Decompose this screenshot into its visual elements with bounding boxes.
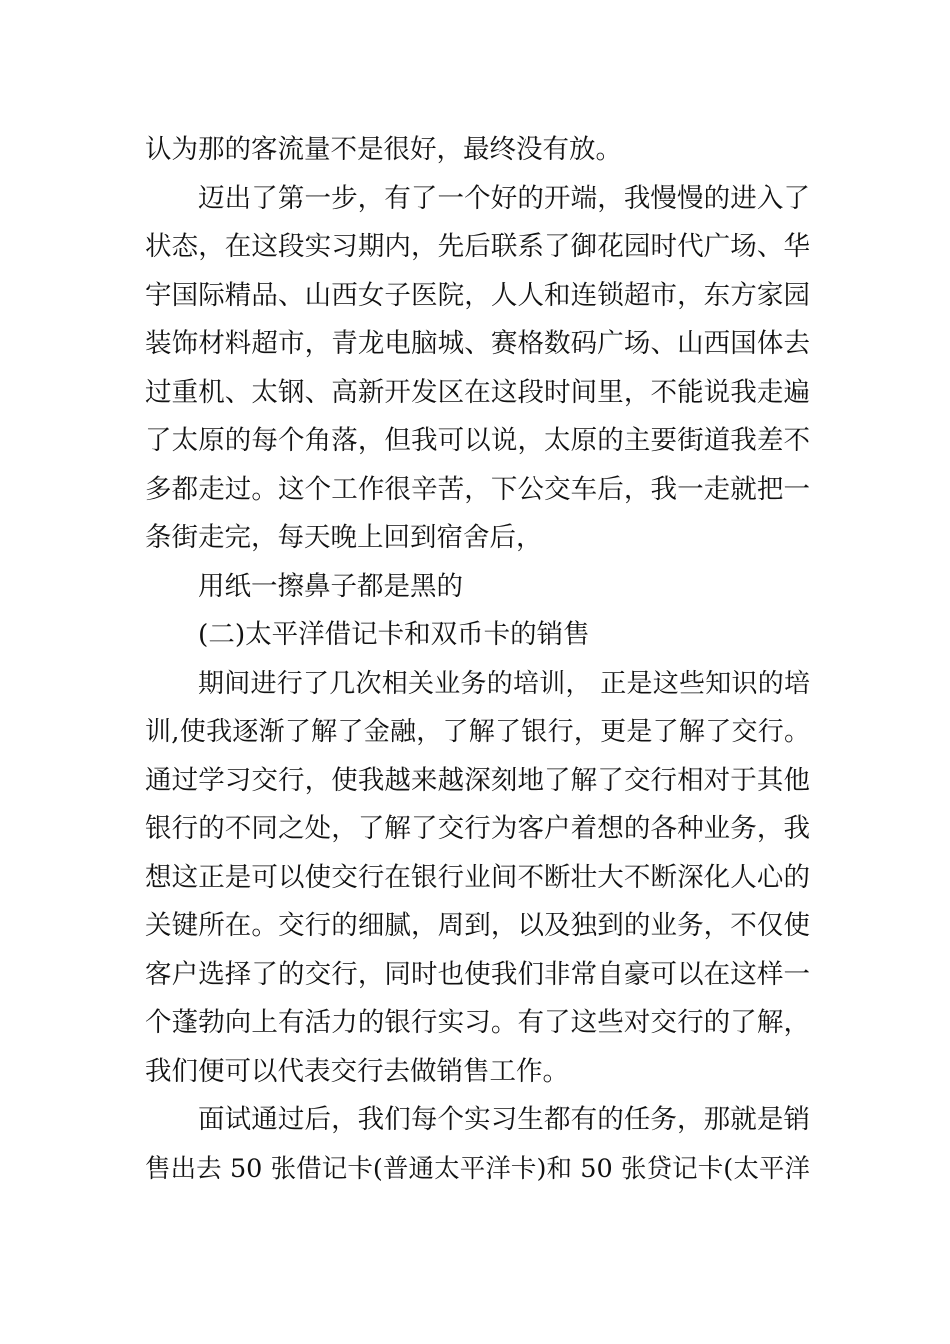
text-line: 过重机、太钢、高新开发区在这段时间里，不能说我走遍 bbox=[145, 376, 810, 408]
text-line: 期间进行了几次相关业务的培训， 正是这些知识的培 bbox=[198, 668, 810, 699]
text-line: 个蓬勃向上有活力的银行实习。有了这些对交行的了解， bbox=[145, 1007, 810, 1038]
text-line: 通过学习交行，使我越来越深刻地了解了交行相对于其他 bbox=[145, 764, 810, 796]
text-line: 我们便可以代表交行去做销售工作。 bbox=[145, 1055, 569, 1087]
text-line: 训,使我逐渐了解了金融，了解了银行，更是了解了交行。 bbox=[145, 717, 810, 747]
text-line: 用纸一擦鼻子都是黑的 bbox=[198, 570, 463, 602]
text-line: 宇国际精品、山西女子医院，人人和连锁超市，东方家园 bbox=[145, 279, 810, 311]
text-line: 想这正是可以使交行在银行业间不断壮大不断深化人心的 bbox=[145, 861, 810, 893]
text-line: 客户选择了的交行，同时也使我们非常自豪可以在这样一 bbox=[145, 958, 810, 990]
text-line: 条街走完，每天晚上回到宿舍后， bbox=[145, 522, 543, 553]
document-body bbox=[145, 126, 810, 1193]
text-line: 售出去 50 张借记卡(普通太平洋卡)和 50 张贷记卡(太平洋 bbox=[145, 1153, 810, 1184]
text-line: 装饰材料超市，青龙电脑城、赛格数码广场、山西国体去 bbox=[145, 328, 810, 359]
text-line: 银行的不同之处，了解了交行为客户着想的各种业务，我 bbox=[145, 813, 810, 844]
text-line: 认为那的客流量不是很好，最终没有放。 bbox=[145, 134, 622, 165]
text-line: 多都走过。这个工作很辛苦，下公交车后，我一走就把一 bbox=[145, 473, 810, 505]
text-line: 关键所在。交行的细腻，周到，以及独到的业务，不仅使 bbox=[145, 910, 810, 941]
text-line: 迈出了第一步，有了一个好的开端，我慢慢的进入了 bbox=[198, 182, 810, 214]
text-line: 状态，在这段实习期内，先后联系了御花园时代广场、华 bbox=[145, 231, 810, 262]
text-line: 面试通过后，我们每个实习生都有的任务，那就是销 bbox=[198, 1104, 810, 1135]
text-line: (二)太平洋借记卡和双币卡的销售 bbox=[198, 619, 590, 650]
text-line: 了太原的每个角落，但我可以说，太原的主要街道我差不 bbox=[145, 425, 810, 456]
